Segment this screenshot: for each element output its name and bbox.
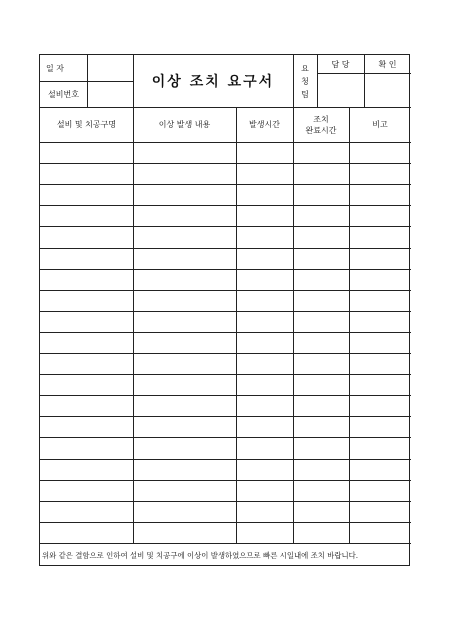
table-cell[interactable] — [40, 290, 133, 311]
confirm-sign-box[interactable] — [364, 73, 411, 107]
table-cell[interactable] — [40, 184, 133, 205]
table-row — [40, 248, 411, 269]
table-row — [40, 395, 411, 416]
column-header — [133, 107, 236, 142]
table-cell[interactable] — [133, 374, 236, 395]
table-row — [40, 353, 411, 374]
table-row — [40, 163, 411, 184]
table-cell[interactable] — [293, 226, 349, 247]
table-cell[interactable] — [133, 501, 236, 522]
in-charge-sign-box[interactable] — [317, 73, 364, 107]
table-cell[interactable] — [293, 353, 349, 374]
table-cell[interactable] — [133, 184, 236, 205]
table-cell[interactable] — [40, 480, 133, 501]
table-cell[interactable] — [236, 459, 293, 480]
table-cell[interactable] — [236, 501, 293, 522]
confirm-label: 확 인 — [378, 59, 397, 69]
table-cell[interactable] — [40, 269, 133, 290]
table-cell[interactable] — [236, 248, 293, 269]
table-row — [40, 501, 411, 522]
table-cell[interactable] — [293, 269, 349, 290]
table-cell[interactable] — [40, 501, 133, 522]
table-cell[interactable] — [349, 522, 411, 543]
date-label: 일 자 — [46, 63, 64, 73]
table-cell[interactable] — [133, 269, 236, 290]
table-cell[interactable] — [40, 226, 133, 247]
table-cell[interactable] — [133, 416, 236, 437]
row-line — [40, 543, 411, 544]
table-cell[interactable] — [133, 248, 236, 269]
column-header-text: 발생시간 — [249, 120, 280, 129]
table-row — [40, 311, 411, 332]
table-cell[interactable] — [349, 374, 411, 395]
table-cell[interactable] — [349, 459, 411, 480]
table-cell[interactable] — [236, 311, 293, 332]
table-cell[interactable] — [349, 184, 411, 205]
table-cell[interactable] — [133, 522, 236, 543]
column-header-text: 조치 — [313, 114, 329, 124]
column-header — [293, 107, 349, 142]
table-cell[interactable] — [40, 416, 133, 437]
table-cell[interactable] — [293, 374, 349, 395]
table-row — [40, 332, 411, 353]
table-row — [40, 480, 411, 501]
table-cell[interactable] — [236, 480, 293, 501]
footer-note: 위와 같은 결함으로 인하여 설비 및 치공구에 이상이 발생하였으므로 빠른 시일내에 조치 바랍니다. — [42, 550, 359, 560]
table-cell[interactable] — [236, 205, 293, 226]
table-cell[interactable] — [40, 459, 133, 480]
table-cell[interactable] — [236, 437, 293, 458]
column-header-text: 이상 발생 내용 — [158, 120, 211, 129]
table-cell[interactable] — [236, 290, 293, 311]
table-cell[interactable] — [133, 459, 236, 480]
table-cell[interactable] — [349, 311, 411, 332]
table-cell[interactable] — [133, 226, 236, 247]
table-cell[interactable] — [293, 480, 349, 501]
table-cell[interactable] — [40, 374, 133, 395]
table-cell[interactable] — [133, 480, 236, 501]
table-cell[interactable] — [40, 437, 133, 458]
table-cell[interactable] — [236, 184, 293, 205]
column-header-text: 설비 및 치공구명 — [56, 120, 117, 129]
table-cell[interactable] — [349, 226, 411, 247]
requester-label-char: 청 — [301, 76, 309, 86]
table-cell[interactable] — [349, 395, 411, 416]
table-cell[interactable] — [40, 163, 133, 184]
requester-label-char: 팀 — [301, 89, 309, 99]
table-cell[interactable] — [293, 311, 349, 332]
table-row — [40, 522, 411, 543]
table-row — [40, 184, 411, 205]
table-cell[interactable] — [349, 163, 411, 184]
table-row — [40, 459, 411, 480]
table-cell[interactable] — [236, 163, 293, 184]
table-cell[interactable] — [349, 248, 411, 269]
table-cell[interactable] — [236, 353, 293, 374]
table-row — [40, 205, 411, 226]
table-cell[interactable] — [133, 332, 236, 353]
column-header — [349, 107, 411, 142]
table-cell[interactable] — [133, 163, 236, 184]
table-cell[interactable] — [349, 142, 411, 163]
table-cell[interactable] — [293, 395, 349, 416]
table-cell[interactable] — [40, 248, 133, 269]
table-cell[interactable] — [40, 522, 133, 543]
table-cell[interactable] — [293, 332, 349, 353]
table-cell[interactable] — [293, 290, 349, 311]
table-cell[interactable] — [40, 332, 133, 353]
table-row — [40, 142, 411, 163]
table-cell[interactable] — [236, 395, 293, 416]
in-charge-label: 담 당 — [331, 59, 350, 69]
table-cell[interactable] — [40, 395, 133, 416]
column-header-text: 완료시간 — [305, 125, 337, 135]
table-cell[interactable] — [236, 522, 293, 543]
table-cell[interactable] — [349, 332, 411, 353]
table-cell[interactable] — [349, 501, 411, 522]
table-cell[interactable] — [236, 416, 293, 437]
requester-label-char: 요 — [301, 63, 309, 73]
column-header — [236, 107, 293, 142]
table-cell[interactable] — [133, 395, 236, 416]
table-cell[interactable] — [236, 269, 293, 290]
table-cell[interactable] — [133, 353, 236, 374]
table-cell[interactable] — [349, 437, 411, 458]
table-cell[interactable] — [133, 311, 236, 332]
table-cell[interactable] — [293, 459, 349, 480]
table-cell[interactable] — [293, 163, 349, 184]
table-cell[interactable] — [293, 142, 349, 163]
table-cell[interactable] — [293, 248, 349, 269]
table-cell[interactable] — [236, 142, 293, 163]
table-cell[interactable] — [133, 437, 236, 458]
table-cell[interactable] — [293, 205, 349, 226]
table-cell[interactable] — [293, 437, 349, 458]
table-cell[interactable] — [40, 353, 133, 374]
table-row — [40, 269, 411, 290]
table-cell[interactable] — [293, 184, 349, 205]
table-cell[interactable] — [349, 205, 411, 226]
table-cell[interactable] — [236, 332, 293, 353]
column-header-text: 비고 — [372, 120, 388, 129]
table-row — [40, 374, 411, 395]
table-cell[interactable] — [349, 269, 411, 290]
table-row — [40, 226, 411, 247]
table-cell[interactable] — [293, 522, 349, 543]
table-cell[interactable] — [133, 142, 236, 163]
table-cell[interactable] — [40, 142, 133, 163]
table-cell[interactable] — [236, 226, 293, 247]
form-title: 이상 조치 요구서 — [151, 74, 275, 90]
table-cell[interactable] — [349, 290, 411, 311]
table-cell[interactable] — [40, 311, 133, 332]
table-row — [40, 416, 411, 437]
table-cell[interactable] — [40, 205, 133, 226]
request-form — [39, 54, 410, 566]
table-row — [40, 437, 411, 458]
table-cell[interactable] — [293, 501, 349, 522]
requester-team-label — [293, 55, 317, 107]
table-cell[interactable] — [133, 205, 236, 226]
table-cell[interactable] — [349, 480, 411, 501]
table-cell[interactable] — [349, 416, 411, 437]
date-field[interactable] — [87, 55, 133, 81]
column-header — [40, 107, 133, 142]
table-cell[interactable] — [349, 353, 411, 374]
table-cell[interactable] — [133, 290, 236, 311]
table-row — [40, 290, 411, 311]
table-cell[interactable] — [293, 416, 349, 437]
table-cell[interactable] — [236, 374, 293, 395]
equipment-no-field[interactable] — [87, 81, 133, 107]
equipment-no-label: 설비번호 — [48, 89, 79, 99]
